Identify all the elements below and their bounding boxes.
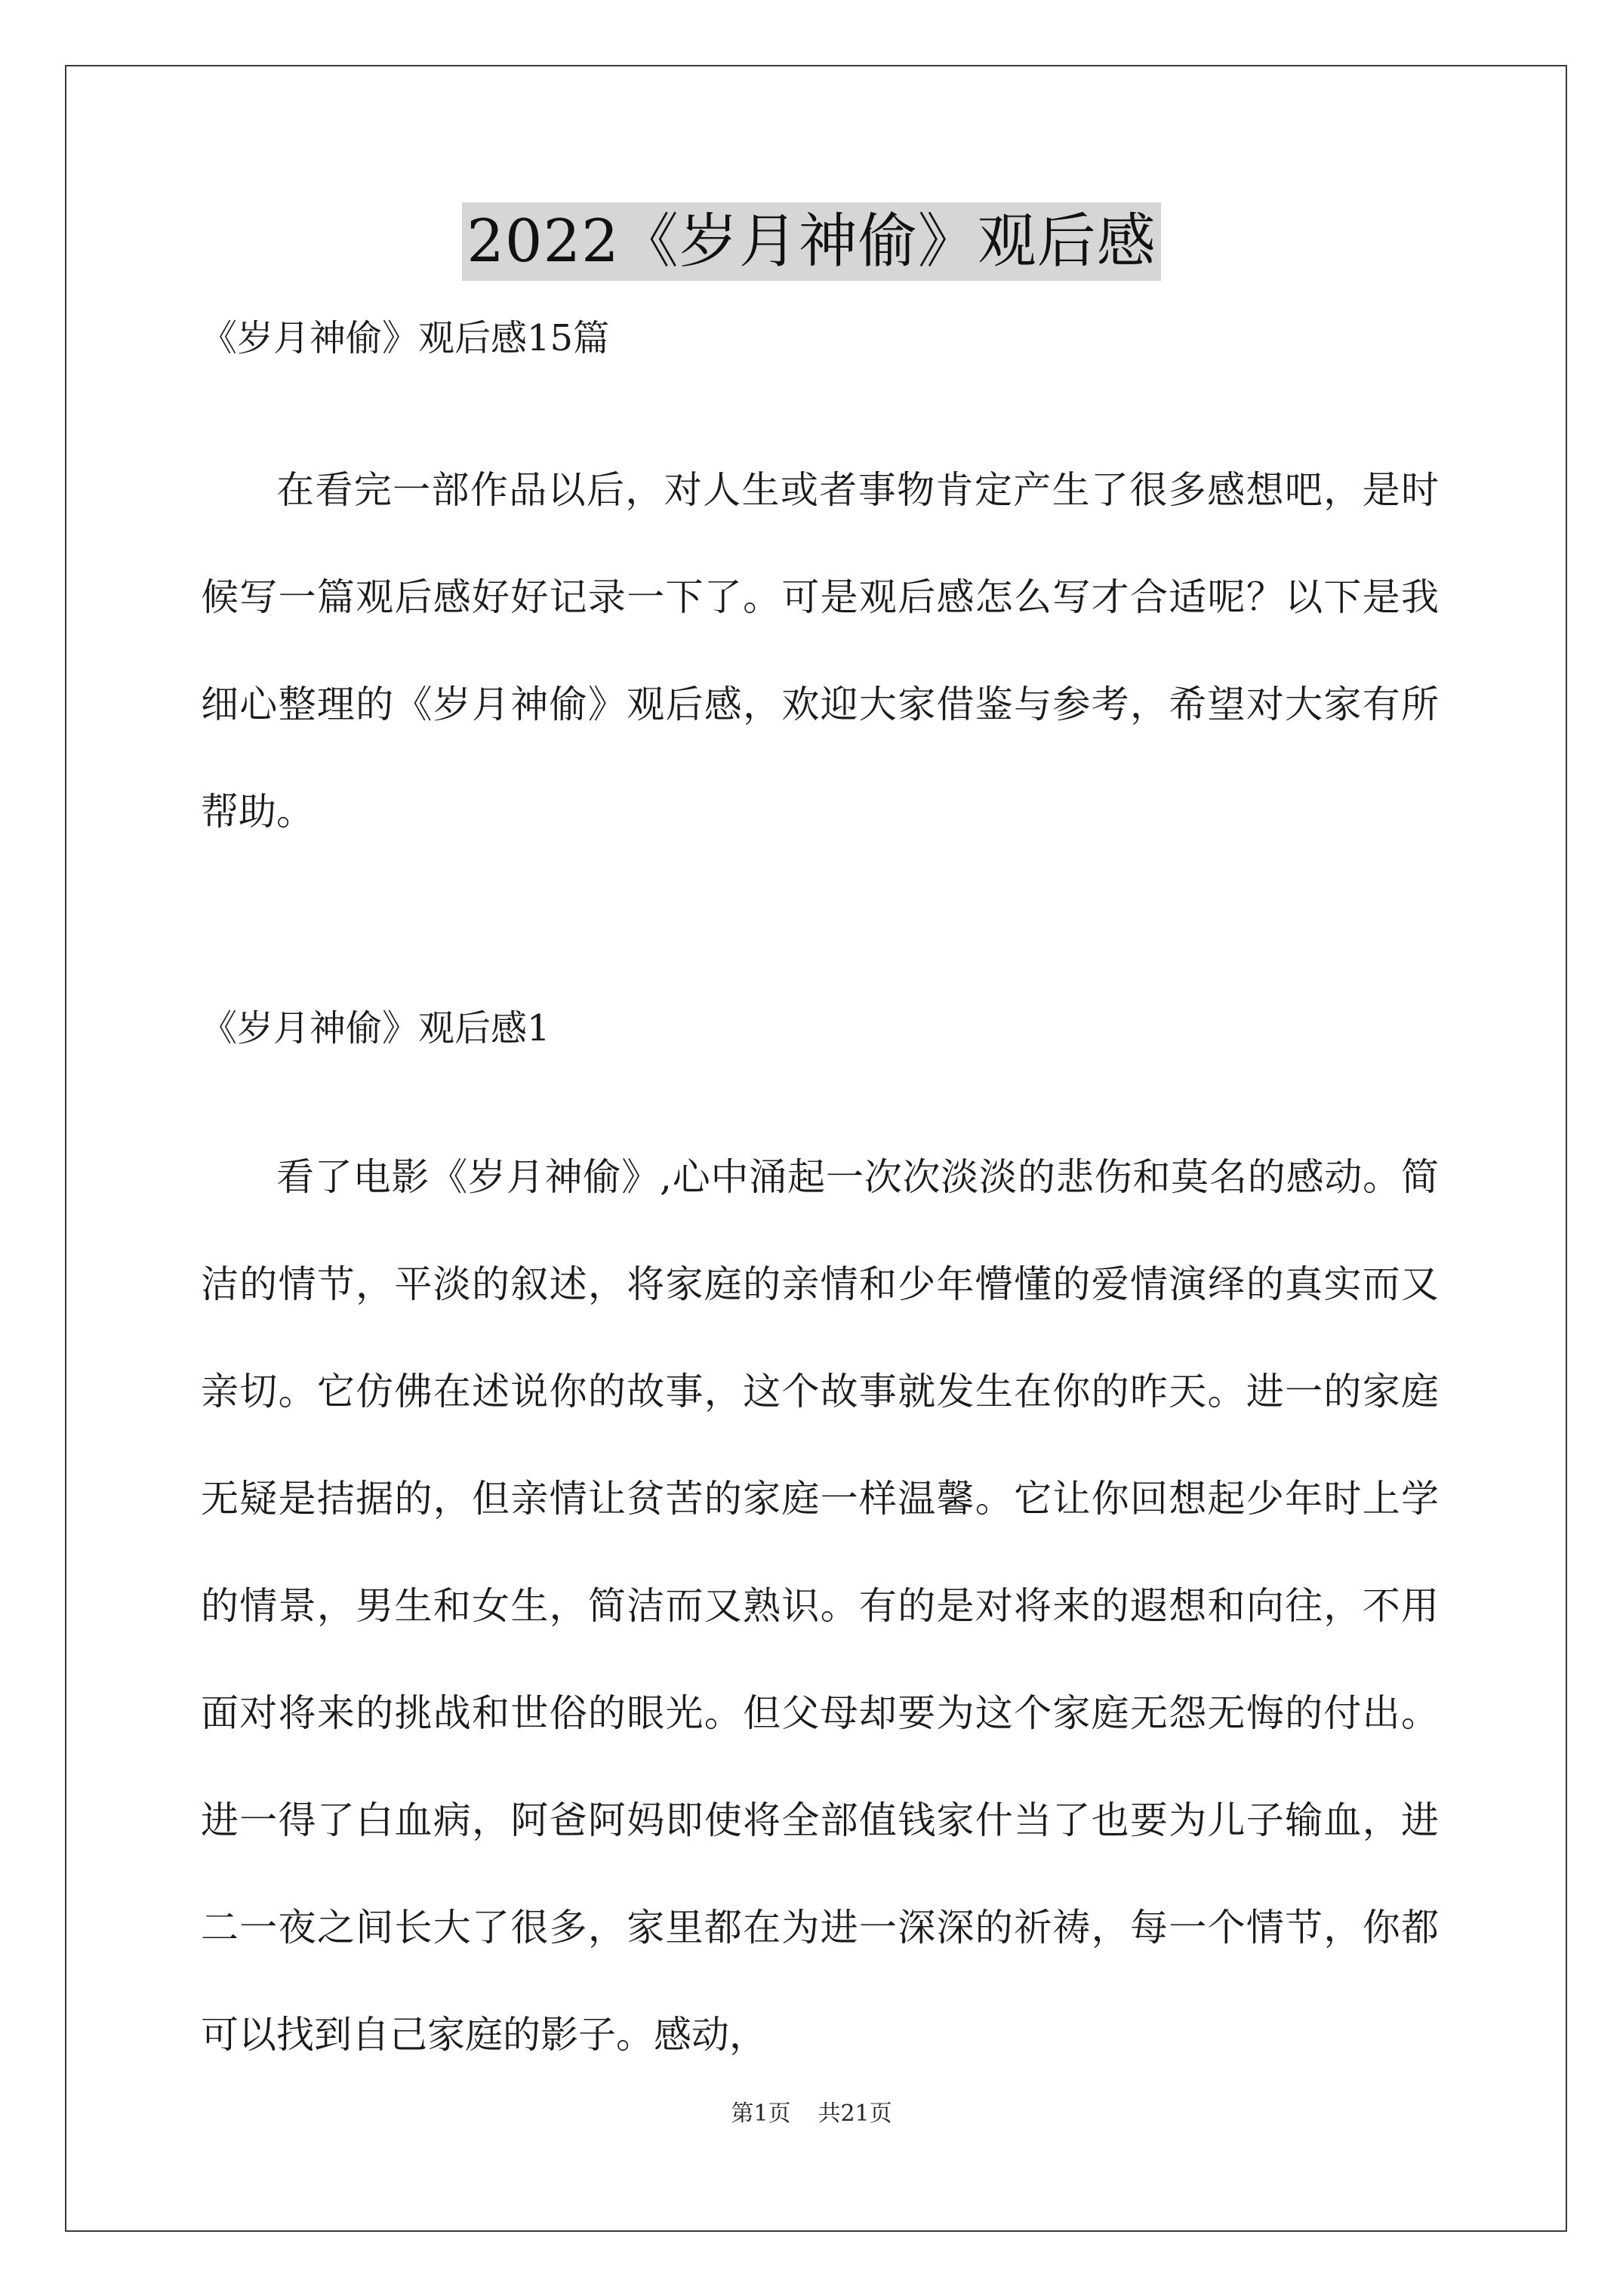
intro-block	[201, 436, 1439, 865]
page-total: 共21页	[818, 2100, 892, 2127]
page-number: 第1页	[731, 2100, 791, 2127]
collection-heading-block	[201, 316, 1439, 361]
section1-heading-block	[201, 1006, 1439, 1051]
title-container	[0, 202, 1623, 281]
document-title: 2022《岁月神偷》观后感	[462, 202, 1161, 281]
section1-heading: 《岁月神偷》观后感1	[201, 1007, 550, 1049]
section1-paragraph: 看了电影《岁月神偷》,心中涌起一次次淡淡的悲伤和莫名的感动。简洁的情节，平淡的叙述，将家庭的亲情和少年懵懂的爱情演绎的真实而又亲切。它仿佛在述说你的故事，这个故事就发生在你的昨天。进一的家庭无疑是拮据的，但亲情让贫苦的家庭一样温馨。它让你回想起少年时上学的情景，男生和女生，简洁而又熟识。有的是对将来的遐想和向往，不用面对将来的挑战和世俗的眼光。但父母却要为这个家庭无怨无悔的付出。进一得了白血病，阿爸阿妈即使将全部值钱家什当了也要为儿子输血，进二一夜之间长大了很多，家里都在为进一深深的祈祷，每一个情节，你都可以找到自己家庭的影子。感动，	[201, 1155, 1439, 2057]
collection-heading: 《岁月神偷》观后感15篇	[201, 317, 610, 359]
page-footer	[0, 2099, 1623, 2129]
section1-block	[201, 1123, 1439, 2088]
intro-paragraph: 在看完一部作品以后，对人生或者事物肯定产生了很多感想吧，是时候写一篇观后感好好记录一下了。可是观后感怎么写才合适呢？以下是我细心整理的《岁月神偷》观后感，欢迎大家借鉴与参考，希望对大家有所帮助。	[201, 468, 1439, 834]
